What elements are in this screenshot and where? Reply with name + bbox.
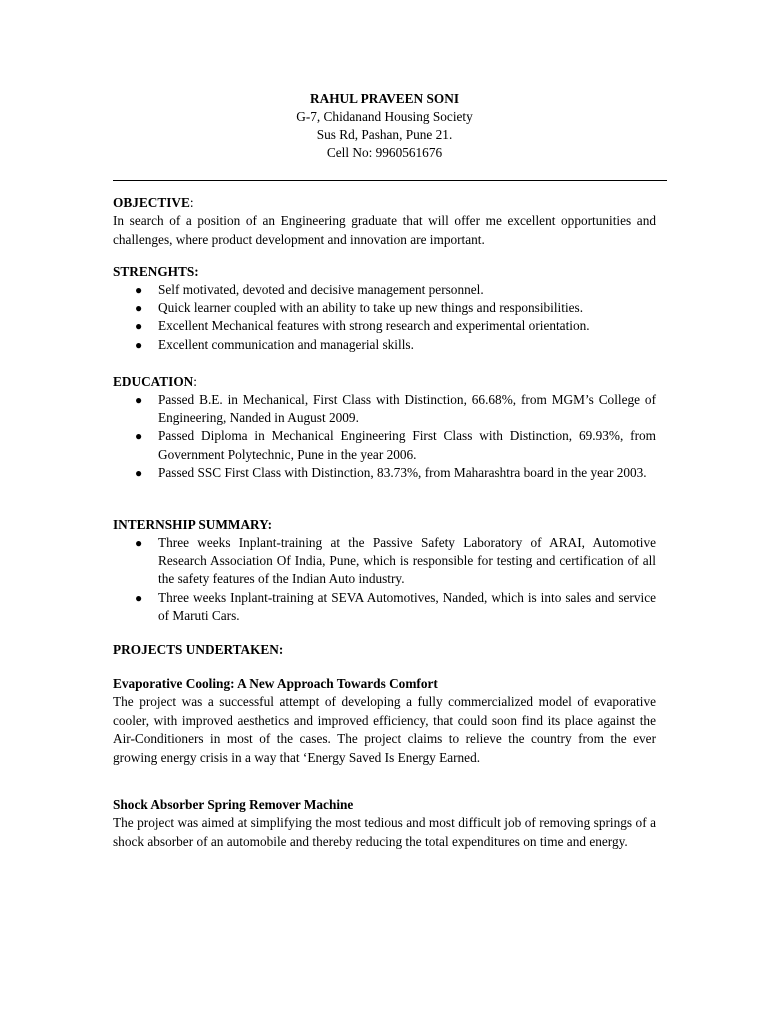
project-description: The project was aimed at simplifying the most tedious and most difficult job of removing springs of a shock absorber of an automobile and thereby reducing the total expenditures on time and energy. [113,815,656,849]
list-item: ● Passed B.E. in Mechanical, First Class with Distinction, 66.68%, from MGM’s College of Engineering, Nanded in August 2009. [135,392,656,426]
bullet-icon: ● [135,393,143,407]
bullet-icon: ● [135,536,143,550]
list-item: ● Three weeks Inplant-training at the Passive Safety Laboratory of ARAI, Automotive Research Association Of India, Pune, which is responsible for testing and certification of all the safety features of the Indian Auto industry. [135,535,656,587]
project-description: The project was a successful attempt of developing a fully commercialized model of evaporative cooler, with improved aesthetics and improved efficiency, that could soon find its place against the Air-Conditioners in most of the cases. The project claims to relieve the country from the ever growing energy crisis in a way that ‘Energy Saved Is Energy Earned. [113,694,656,765]
projects-section [113,641,656,659]
bullet-icon: ● [135,590,143,605]
strengths-heading: STRENGHTS: [113,264,199,279]
strengths-list [113,281,656,354]
list-item: ● Quick learner coupled with an ability to take up new things and responsibilities. [113,299,656,317]
education-section [113,373,656,482]
bullet-icon: ● [135,319,143,334]
education-list [113,391,656,482]
project-title: Evaporative Cooling: A New Approach Towards Comfort [113,676,438,691]
list-item: ● Passed SSC First Class with Distinction, 83.73%, from Maharashtra board in the year 2003. [113,464,656,482]
list-item: ● Excellent Mechanical features with strong research and experimental orientation. [113,317,656,335]
internship-list [113,534,656,625]
address-line-1: G-7, Chidanand Housing Society [296,109,473,124]
project-item [113,796,656,851]
phone-number: Cell No: 9960561676 [326,145,443,160]
candidate-name: RAHUL PRAVEEN SONI [309,91,459,106]
resume-page [113,90,656,849]
list-item: ● Passed Diploma in Mechanical Engineering First Class with Distinction, 69.93%, from Government Polytechnic, Pune in the year 2006. [135,428,656,462]
bullet-icon: ● [135,283,143,297]
internship-section [113,516,656,625]
internship-heading: INTERNSHIP SUMMARY: [113,517,272,532]
list-item: ● Excellent communication and managerial skills. [113,336,656,354]
objective-heading: OBJECTIVE: [113,195,194,210]
project-title: Shock Absorber Spring Remover Machine [113,797,354,812]
bullet-icon: ● [135,337,143,352]
projects-heading: PROJECTS UNDERTAKEN: [113,642,284,657]
resume-header [113,90,656,162]
education-heading: EDUCATION: [113,374,197,389]
strengths-section [113,263,656,354]
objective-section [113,194,656,249]
bullet-icon: ● [135,465,143,480]
project-item [113,675,656,767]
address-line-2: Sus Rd, Pashan, Pune 21. [316,127,453,142]
header-divider [113,180,667,181]
objective-text: In search of a position of an Engineering graduate that will offer me excellent opportunities and challenges, where product development and innovation are important. [113,213,656,247]
bullet-icon: ● [135,429,143,444]
bullet-icon: ● [135,301,143,316]
list-item: ● Three weeks Inplant-training at SEVA Automotives, Nanded, which is into sales and service of Maruti Cars. [135,589,656,623]
list-item: ● Self motivated, devoted and decisive management personnel. [113,281,656,299]
